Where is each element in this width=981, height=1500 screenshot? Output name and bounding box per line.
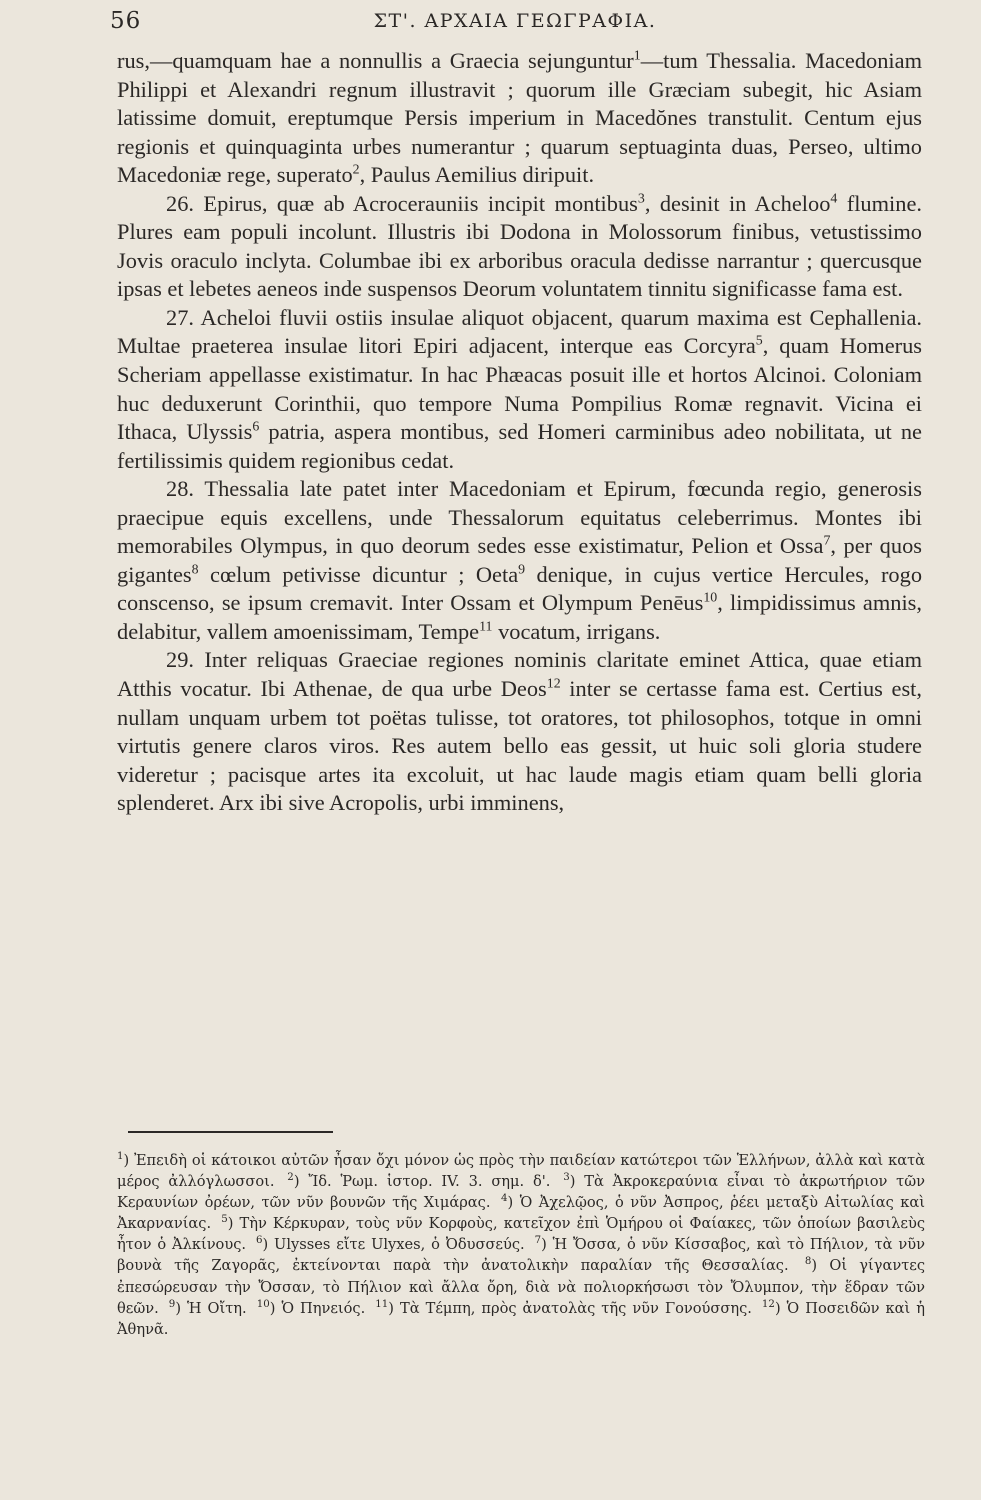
- running-title: ΣΤ'. ΑΡΧΑΙΑ ΓΕΩΓΡΑΦΙΑ.: [373, 10, 657, 32]
- paragraph-29: 29. Inter reliquas Graeciae regiones nominis claritate eminet Attica, quae etiam Atthis vocatur. Ibi Athenae, de qua urbe Deos$^{12}$ inter se certasse fama est. Certius est, nullam unquam urbem tot poëtas tulisse, tot oratores, tot philosophos, totque in omni virtutis genere claros viros. Res autem bello eas gessit, ut huic soli gloria studere videretur ; pacisque artes ita excoluit, ut hac laude magis etiam quam belli gloria splenderet. Arx ibi sive Acropolis, urbi imminens,: [117, 647, 922, 816]
- paragraph-28: 28. Thessalia late patet inter Macedoniam et Epirum, fœcunda regio, generosis praecipue equis excellens, unde Thessalorum equitatus celeberrimus. Montes ibi memorabiles Olympus, in quo deorum sedes esse existimatur, Pelion et Ossa$^7$, per quos gigantes$^8$ cœlum petivisse dicuntur ; Oeta$^9$ denique, in cujus vertice Hercules, rogo conscenso, se ipsum cremavit. Inter Ossam et Olympum Penēus$^{10}$, limpidissimus amnis, delabitur, vallem amoenissimam, Tempe$^{11}$ vocatum, irrigans.: [117, 476, 923, 644]
- page-number: 56: [110, 8, 142, 34]
- paragraph-number: 27.: [166, 304, 194, 330]
- footnote-ref: 7: [823, 533, 831, 549]
- footnote-10: $^{10}$) Ὁ Πηνειός.: [256, 1298, 366, 1317]
- footnote-ref: 8: [191, 562, 199, 578]
- footnote-ref: 3: [637, 191, 645, 207]
- footnote-divider: [128, 1131, 333, 1133]
- footnote-1: $^1$) Ἐπειδὴ οἱ κάτοικοι αὐτῶν ἦσαν ὄχι μόνον ὡς πρὸς τὴν παιδείαν κατώτεροι τῶν Ἑλλήνων, ἀλλὰ καὶ κατὰ μέρος ἀλλόγλωσσοι.: [117, 1151, 925, 1191]
- footnotes-line-group: [117, 1150, 925, 1340]
- paragraph-number: 29.: [166, 647, 194, 673]
- paragraph-27: 27. Acheloi fluvii ostiis insulae aliquot objacent, quarum maxima est Cephallenia. Multae praeterea insulae litori Epiri adjacent, interque eas Corcyra$^5$, quam Homerus Scheriam appellasse existimatur. In hac Phæacas posuit ille et hortos Alcinoi. Coloniam huc deduxerunt Corinthii, quo tempore Numa Pompilius Romæ regnavit. Vicina ei Ithaca, Ulyssis$^6$ patria, aspera montibus, sed Homeri carminibus adeo nobilitata, ut ne fertilissimis quidem regionibus cedat.: [117, 304, 923, 473]
- footnote-ref: 5: [755, 334, 763, 349]
- footnote-ref: 4: [830, 191, 838, 207]
- footnote-11: $^{11}$) Τὰ Τέμπη, πρὸς ἀνατολὰς τῆς νῦν Γονούσσης.: [375, 1298, 752, 1317]
- footnotes: [117, 1150, 925, 1340]
- footnote-4: $^4$) Ὁ Ἀχελῷος, ὁ νῦν Ἀσπρος, ῥέει μεταξὺ Αἰτωλίας καὶ Ἀκαρνανίας.: [117, 1193, 926, 1233]
- paragraph-continued: rus,—quamquam hae a nonnullis a Graecia sejunguntur$^1$—tum Thessalia. Macedoniam Philippi et Alexandri regnum illustravit ; quorum ille Græciam subegit, hic Asiam latissime domuit, ereptumque Persis imperium in Macedŏnes transtulit. Centum ejus regionis et quinquaginta urbes numerantur ; quarum septuaginta duas, Perseo, ultimo Macedoniæ rege, superato$^2$, Paulus Aemilius diripuit.: [117, 48, 922, 188]
- footnote-ref: 12: [546, 676, 561, 692]
- footnote-5: $^5$) Τὴν Κέρκυραν, τοὺς νῦν Κορφοὺς, κατεῖχον ἐπὶ Ὁμήρου οἱ Φαίακες, τῶν ὁποίων βασιλεὺς ἦτον ὁ Ἀλκίνους.: [117, 1214, 926, 1254]
- paragraph-number: 28.: [166, 476, 194, 502]
- footnote-ref: 1: [633, 48, 641, 64]
- footnote-8: $^8$) Οἱ γίγαντες ἐπεσώρευσαν τὴν Ὄσσαν, τὸ Πήλιον καὶ ἄλλα ὄρη, διὰ νὰ πολιορκήσωσι τὸν Ὄλυμπον, τὴν ἕδραν τῶν θεῶν.: [117, 1256, 926, 1317]
- footnote-ref: 6: [252, 419, 260, 435]
- footnote-9: $^9$) Ἡ Οἴτη.: [168, 1298, 247, 1317]
- footnote-ref: 9: [518, 562, 526, 578]
- footnote-6: $^6$) Ulysses εἴτε Ulyxes, ὁ Ὀδυσσεύς.: [255, 1235, 525, 1254]
- footnote-ref: 10: [703, 590, 718, 606]
- page-header: [110, 8, 920, 38]
- paragraph-26: 26. Epirus, quæ ab Acrocerauniis incipit montibus$^3$, desinit in Acheloo$^4$ flumine. Plures eam populi incolunt. Illustris ibi Dodona in Molossorum finibus, vetustissimo Jovis oraculo inclyta. Columbae ibi ex arboribus oracula dedisse narrantur ; quercusque ipsas et lebetes aeneos inde suspensos Deorum voluntatem tinnitu significasse fama est.: [117, 190, 922, 302]
- footnote-7: $^7$) Ἡ Ὄσσα, ὁ νῦν Κίσσαβος, καὶ τὸ Πήλιον, τὰ νῦν βουνὰ τῆς Ζαγορᾶς, ἐκτείνονται παρὰ τὴν ἀνατολικὴν παραλίαν τῆς Θεσσαλίας.: [117, 1235, 926, 1275]
- footnote-3: $^3$) Τὰ Ἀκροκεραύνια εἶναι τὸ ἀκρωτήριον τῶν Κεραυνίων ὀρέων, τῶν νῦν βουνῶν τῆς Χιμάρας.: [117, 1172, 926, 1212]
- paragraph-number: 26.: [166, 190, 194, 216]
- footnote-ref: 2: [352, 162, 360, 178]
- footnote-ref: 11: [479, 619, 493, 635]
- footnote-12: $^{12}$) Ὁ Ποσειδῶν καὶ ἡ Ἀθηνᾶ.: [117, 1298, 926, 1338]
- main-text: [117, 47, 922, 818]
- footnote-2: $^2$) Ἴδ. Ῥωμ. ἱστορ. IV. 3. σημ. δ'.: [287, 1172, 551, 1191]
